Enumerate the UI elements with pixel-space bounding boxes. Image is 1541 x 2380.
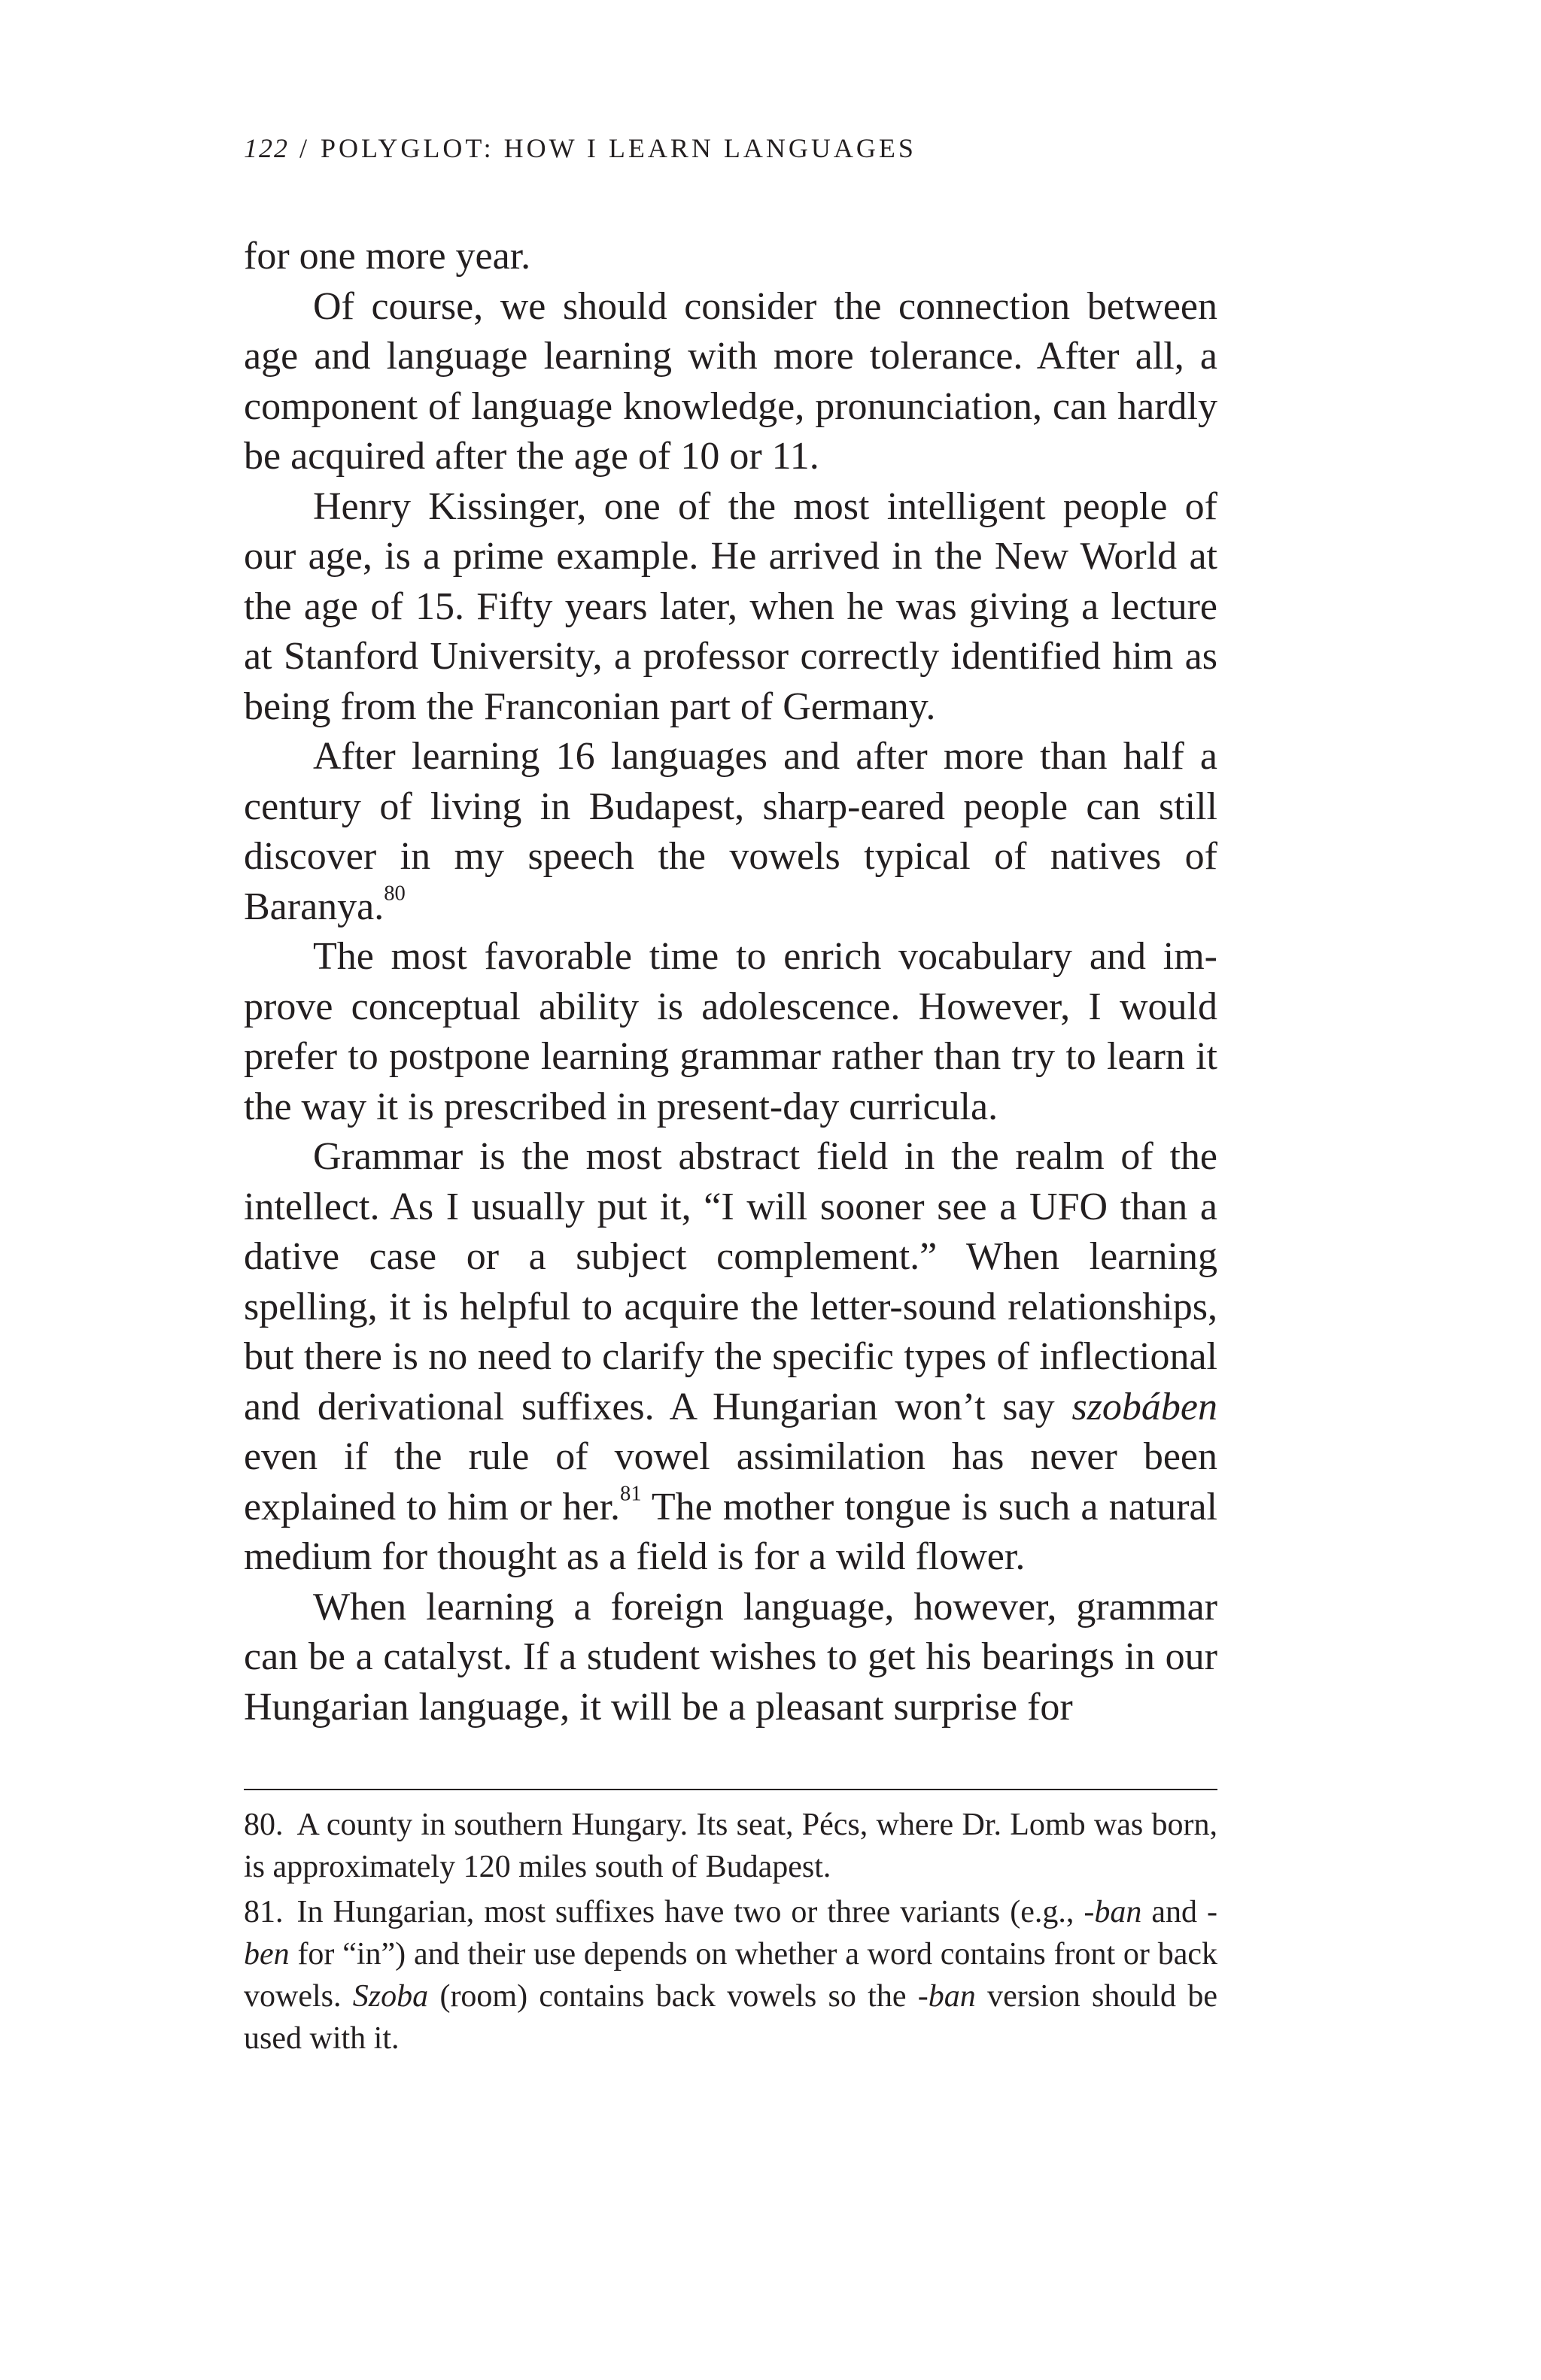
paragraph-baranya xyxy=(244,732,1217,932)
italic-term-szoba: Szoba xyxy=(352,1979,429,2014)
paragraph-adolescence: The most favorable time to enrich vocabulary and improve conceptual ability is adolescence. However, I would prefer to postpone learning grammar rather than try to learn it the way it is prescribed in present-day curricula. xyxy=(244,935,1217,1128)
paragraph-age-tolerance: Of course, we should consider the connection between age and language learning with more tolerance. After all, a component of language knowledge, pronunciation, can hardly be acquired after the age of 10 or 11. xyxy=(244,284,1217,478)
book-page xyxy=(244,0,1217,2380)
running-head-separator: / xyxy=(299,133,311,163)
italic-term-szobaben: szobáben xyxy=(1071,1385,1217,1428)
body-text xyxy=(244,232,1217,1732)
footnote-number: 80. xyxy=(244,1808,284,1842)
footnote-text: version should be used with it. xyxy=(244,1979,1217,2056)
italic-suffix-ban: -ban xyxy=(1084,1895,1142,1929)
paragraph-catalyst: When learning a foreign language, however, grammar can be a catalyst. If a student wishes to get his bearings in our Hungarian language, it will be a pleasant surprise for xyxy=(244,1585,1217,1729)
paragraph-grammar-text-a: Grammar is the most abstract field in the realm of the intellect. As I usually put it, “I will sooner see a UFO than a dative case or a subject complement.” When learning spelling, it is helpful to acquire the letter-sound relationships, but there is no need to clarify the specific types of inflectional and derivational suffixes. A Hungarian won’t say xyxy=(244,1135,1217,1428)
paragraph-grammar xyxy=(244,1132,1217,1583)
footnote-text: In Hungarian, most suffixes have two or three variants (e.g., xyxy=(296,1895,1084,1929)
footnote-number: 81. xyxy=(244,1895,284,1929)
running-head xyxy=(244,132,916,164)
paragraph-grammar-text-c: The mother tongue is such a natural medium for thought as a field is for a wild flower. xyxy=(244,1485,1217,1578)
footnote-80 xyxy=(244,1804,1217,1888)
footnote-ref-81[interactable]: 81 xyxy=(620,1481,642,1505)
paragraph-continuation: for one more year. xyxy=(244,235,531,278)
paragraph-grammar-text-b: even if the rule of vowel assimilation has never been explained to him or her. xyxy=(244,1435,1217,1528)
footnote-text: and xyxy=(1141,1895,1207,1929)
footnote-text: for “in”) and their use depends on whether a word contains front or back vowels. xyxy=(244,1937,1217,2014)
italic-suffix-ben: -ben xyxy=(244,1895,1217,1972)
footnotes xyxy=(244,1804,1217,2063)
footnote-text: (room) contains back vowels so the xyxy=(428,1979,918,2014)
paragraph-baranya-text: After learning 16 languages and after more than half a century of living in Budapest, sharp-eared people can still discover in my speech the vowels typical of natives of Baranya. xyxy=(244,735,1217,928)
book-title: POLYGLOT: HOW I LEARN LANGUAGES xyxy=(321,133,916,163)
footnote-text: A county in southern Hungary. Its seat, Pécs, where Dr. Lomb was born, is approximately 120 miles south of Budapest. xyxy=(244,1808,1217,1884)
footnote-ref-80[interactable]: 80 xyxy=(384,881,406,905)
paragraph-kissinger: Henry Kissinger, one of the most intelligent people of our age, is a prime example. He arrived in the New World at the age of 15. Fifty years later, when he was giving a lecture at Stanford University, a professor correctly identified him as being from the Franconian part of Germany. xyxy=(244,484,1217,728)
italic-suffix-ban: -ban xyxy=(917,1979,976,2014)
page-number: 122 xyxy=(244,133,289,163)
footnote-divider xyxy=(244,1789,1217,1790)
footnote-81 xyxy=(244,1891,1217,2060)
